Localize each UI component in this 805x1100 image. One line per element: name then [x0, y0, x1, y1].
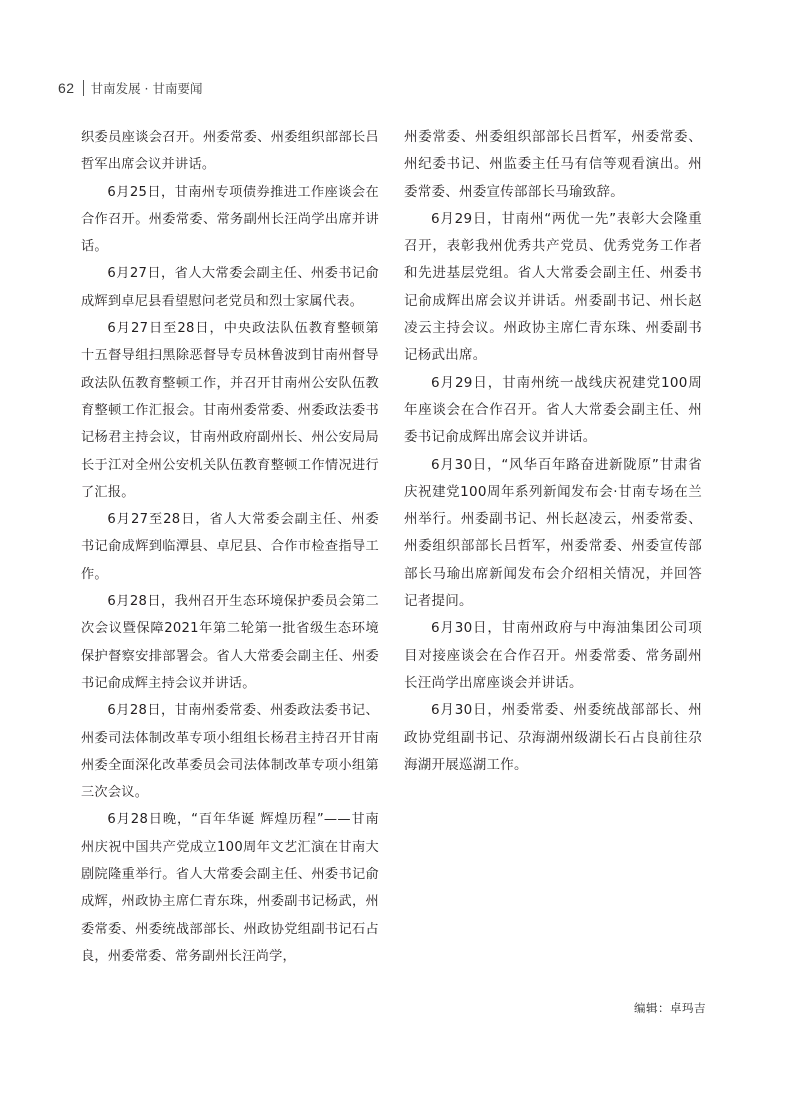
- news-paragraph: 州委常委、州委组织部部长吕哲军，州委常委、州纪委书记、州监委主任马有信等观看演出。州委常委、州委宣传部部长马瑜致辞。: [404, 129, 702, 200]
- news-paragraph: 6月27日至28日，中央政法队伍教育整顿第十五督导组扫黑除恶督导专员林鲁波到甘南州督导政法队伍教育整顿工作，并召开甘南州公安队伍教育整顿工作汇报会。甘南州委常委、州委政法委书记杨君主持会议，甘南州政府副州长、州公安局局长于江对全州公安机关队伍教育整顿工作情况进行了汇报。: [81, 321, 379, 500]
- news-paragraph: 6月30日，甘南州政府与中海油集团公司项目对接座谈会在合作召开。州委常委、常务副州长汪尚学出席座谈会并讲话。: [404, 620, 702, 691]
- left-column: [81, 124, 379, 970]
- news-paragraph: 织委员座谈会召开。州委常委、州委组织部部长吕哲军出席会议并讲话。: [81, 130, 379, 173]
- news-paragraph: 6月29日，甘南州“两优一先”表彰大会隆重召开，表彰我州优秀共产党员、优秀党务工作者和先进基层党组。省人大常委会副主任、州委书记俞成辉出席会议并讲话。州委副书记、州长赵凌云主持会议。州政协主席仁青东珠、州委副书记杨武出席。: [404, 210, 702, 364]
- news-paragraph: 6月27至28日，省人大常委会副主任、州委书记俞成辉到临潭县、卓尼县、合作市检查指导工作。: [81, 512, 379, 582]
- right-column: [404, 124, 702, 779]
- news-paragraph: 6月28日，甘南州委常委、州委政法委书记、州委司法体制改革专项小组组长杨君主持召开甘南州委全面深化改革委员会司法体制改革专项小组第三次会议。: [81, 703, 379, 801]
- news-paragraph: 6月30日，州委常委、州委统战部部长、州政协党组副书记、尕海湖州级湖长石占良前往尕海湖开展巡湖工作。: [404, 702, 702, 773]
- news-paragraph: 6月30日，“风华百年路奋进新陇原”甘肃省庆祝建党100周年系列新闻发布会·甘南专场在兰州举行。州委副书记、州长赵凌云，州委常委、州委组织部部长吕哲军，州委常委、州委宣传部部长马瑜出席新闻发布会介绍相关情况，并回答记者提问。: [404, 456, 702, 610]
- header-divider: [83, 80, 84, 96]
- page-number: 62: [58, 80, 75, 96]
- news-paragraph: 6月27日，省人大常委会副主任、州委书记俞成辉到卓尼县看望慰问老党员和烈士家属代表。: [81, 266, 379, 309]
- news-paragraph: 6月29日，甘南州统一战线庆祝建党100周年座谈会在合作召开。省人大常委会副主任、州委书记俞成辉出席会议并讲话。: [404, 374, 702, 446]
- editor-credit: 编辑：卓玛吉: [634, 1001, 706, 1015]
- news-paragraph: 6月28日，我州召开生态环境保护委员会第二次会议暨保障2021年第二轮第一批省级生态环境保护督察安排部署会。省人大常委会副主任、州委书记俞成辉主持会议并讲话。: [81, 594, 379, 691]
- page-header: [58, 78, 203, 98]
- section-title: 甘南发展 · 甘南要闻: [90, 81, 203, 96]
- news-paragraph: 6月28日晚，“百年华诞 辉煌历程”——甘南州庆祝中国共产党成立100周年文艺汇演在甘南大剧院隆重举行。省人大常委会副主任、州委书记俞成辉，州政协主席仁青东珠，州委副书记杨武，州委常委、州委统战部部长、州政协党组副书记石占良，州委常委、常务副州长汪尚学，: [81, 812, 379, 964]
- news-paragraph: 6月25日，甘南州专项债券推进工作座谈会在合作召开。州委常委、常务副州长汪尚学出席并讲话。: [81, 184, 379, 255]
